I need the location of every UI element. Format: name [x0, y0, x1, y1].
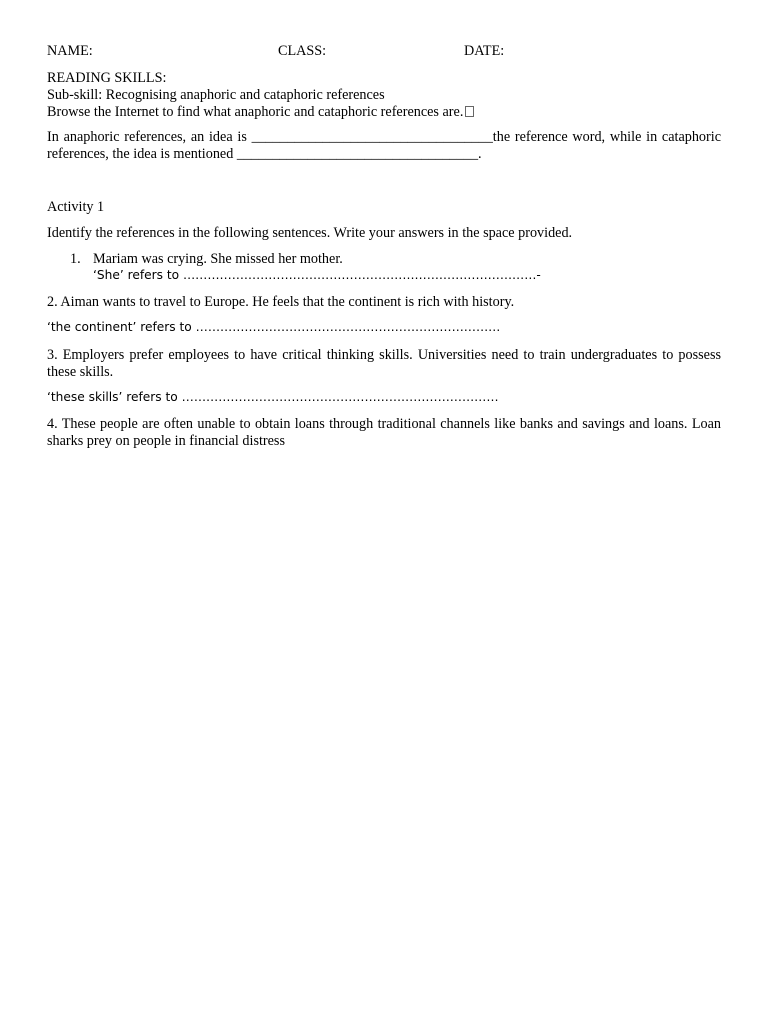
item-3-answer-line[interactable]: ‘these skills’ refers to ……………………………………………………………………	[47, 390, 499, 404]
item-2-sentence: 2. Aiman wants to travel to Europe. He feels that the continent is rich with history.	[47, 294, 515, 310]
class-label: CLASS:	[278, 43, 327, 59]
activity-instruction: Identify the references in the following sentences. Write your answers in the space provided.	[47, 225, 573, 241]
subskill-text: Sub-skill: Recognising anaphoric and cataphoric references	[47, 87, 385, 103]
date-label: DATE:	[464, 43, 505, 59]
item-2-answer-line[interactable]: ‘the continent’ refers to …………………………………………………………………	[47, 320, 501, 334]
item-4-sentence: 4. These people are often unable to obtain loans through traditional channels like banks and savings and loans. Loan sharks prey on people in financial distress	[47, 416, 721, 449]
name-label: NAME:	[47, 43, 93, 59]
item-1-sentence: Mariam was crying. She missed her mother.	[93, 251, 343, 267]
missing-glyph-box-icon	[465, 106, 474, 117]
definition-paragraph: In anaphoric references, an idea is __________________________________the reference word, while in cataphoric references, the idea is mentioned __________________________________.	[47, 129, 721, 162]
item-1-number: 1.	[70, 251, 81, 267]
browse-text: Browse the Internet to find what anaphoric and cataphoric references are.	[47, 104, 464, 120]
item-3-sentence: 3. Employers prefer employees to have critical thinking skills. Universities need to train undergraduates to possess these skills.	[47, 347, 721, 380]
browse-instruction	[47, 104, 474, 121]
item-1-answer-line[interactable]: ‘She’ refers to ……………………………………………………………………………-	[93, 268, 541, 282]
activity-title: Activity 1	[47, 199, 105, 215]
reading-skills-title: READING SKILLS:	[47, 70, 167, 86]
